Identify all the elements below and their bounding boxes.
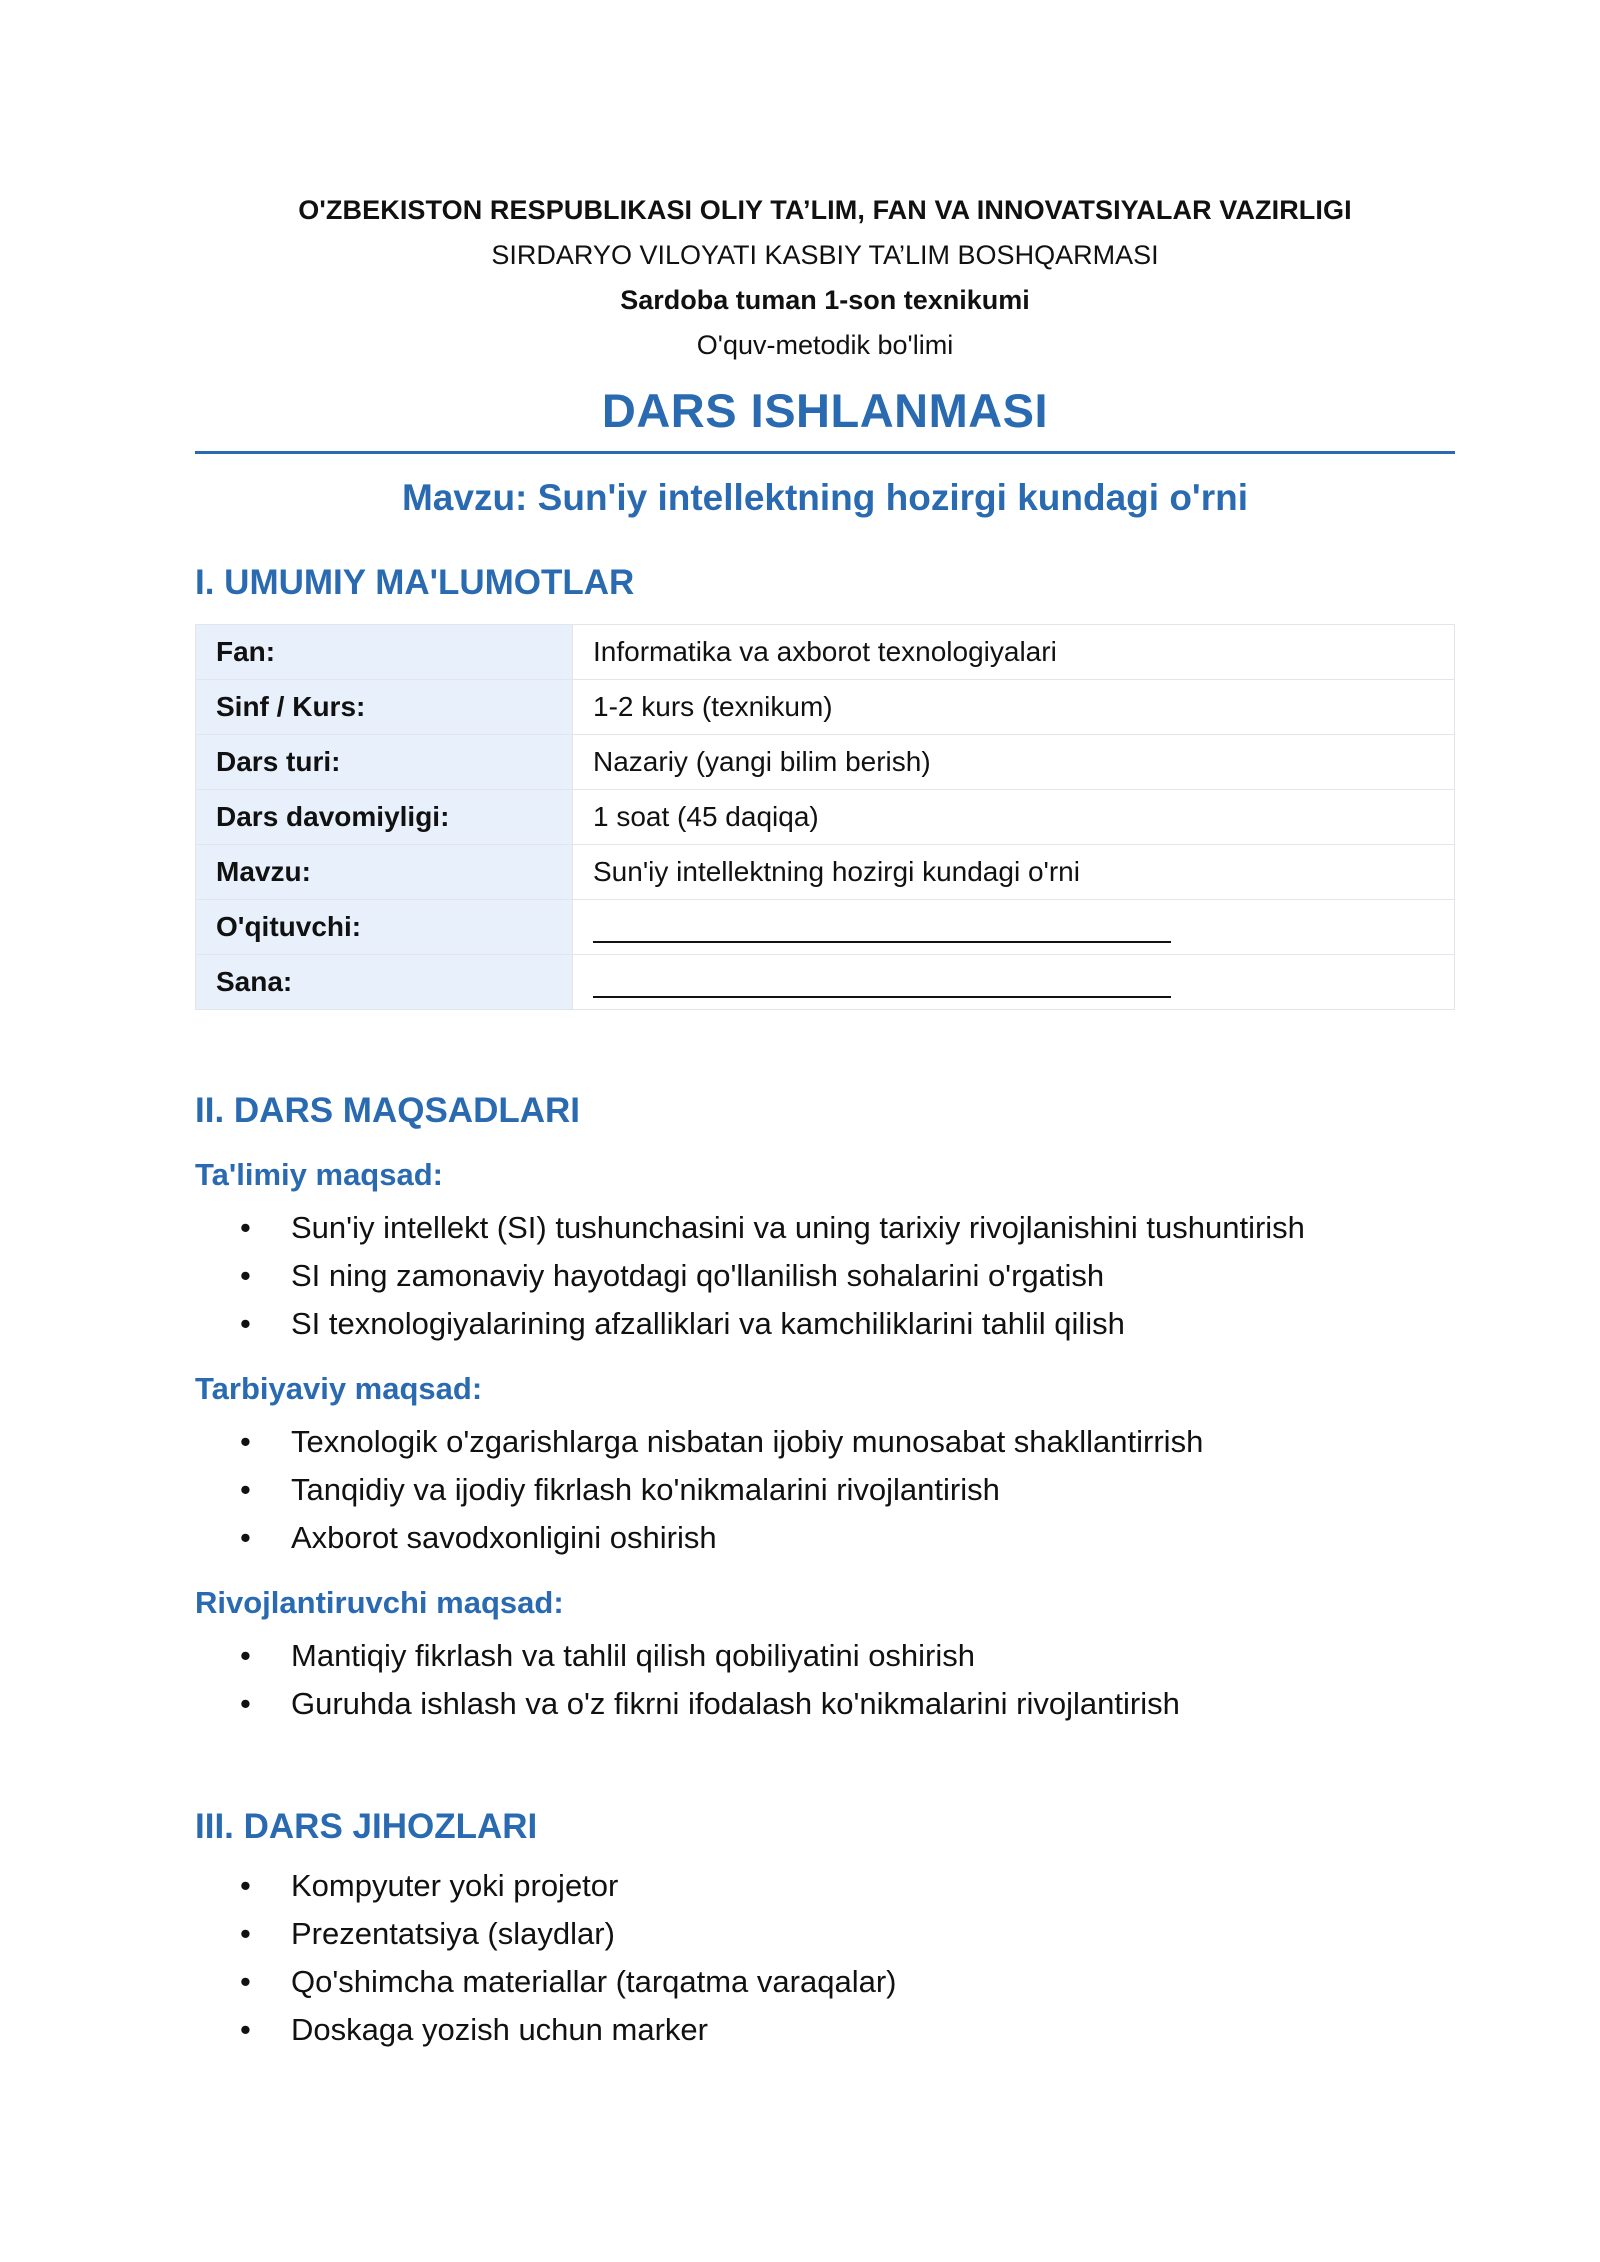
row-label: O'qituvchi: [196,900,573,955]
bullet-icon: • [240,1472,251,1507]
table-row [196,680,1455,735]
list-item-text: SI ning zamonaviy hayotdagi qo'llanilish sohalarini o'rgatish [291,1258,1105,1293]
table-row [196,790,1455,845]
goal-list [195,1204,1455,1348]
list-item [195,1958,1455,2006]
department-name: O'quv-metodik bo'limi [696,330,954,360]
row-label: Mavzu: [196,845,573,900]
document-subtitle: Mavzu: Sun'iy intellektning hozirgi kundagi o'rni [401,477,1248,518]
equipment-list [195,1862,1455,2054]
list-item-text: Mantiqiy fikrlash va tahlil qilish qobiliyatini oshirish [291,1638,976,1673]
list-item [195,1514,1455,1562]
bullet-icon: • [240,1638,251,1673]
institution-name: Sardoba tuman 1-son texnikumi [620,285,1030,315]
blank-line [593,915,1171,943]
list-item-text: Guruhda ishlash va o'z fikrni ifodalash ko'nikmalarini rivojlantirish [291,1686,1180,1721]
goal-list [195,1632,1455,1728]
list-item-text: Texnologik o'zgarishlarga nisbatan ijobiy munosabat shakllantirrish [291,1424,1204,1459]
list-item [195,1252,1455,1300]
list-item-text: Kompyuter yoki projetor [291,1868,619,1903]
row-value: Nazariy (yangi bilim berish) [573,735,1455,790]
list-item-text: Qo'shimcha materiallar (tarqatma varaqalar) [291,1964,897,1999]
table-row [196,845,1455,900]
list-item [195,1910,1455,1958]
bullet-icon: • [240,1258,251,1293]
row-label: Dars davomiyligi: [196,790,573,845]
list-item-text: Doskaga yozish uchun marker [291,2012,708,2047]
section-heading-equipment: III. DARS JIHOZLARI [195,1807,538,1846]
region-office-name: SIRDARYO VILOYATI KASBIY TA’LIM BOSHQARMASI [491,240,1159,270]
list-item [195,1204,1455,1252]
teacher-fill-line [573,900,1455,955]
list-item [195,1862,1455,1910]
list-item [195,1466,1455,1514]
bullet-icon: • [240,1306,251,1341]
list-item [195,2006,1455,2054]
document-header [195,194,1455,361]
table-row [196,955,1455,1010]
goal-group-title: Ta'limiy maqsad: [195,1157,443,1192]
row-value: 1 soat (45 daqiqa) [573,790,1455,845]
row-label: Fan: [196,625,573,680]
bullet-icon: • [240,2012,251,2047]
list-item-text: SI texnologiyalarining afzalliklari va kamchiliklarini tahlil qilish [291,1306,1125,1341]
row-value: 1-2 kurs (texnikum) [573,680,1455,735]
ministry-name: O'ZBEKISTON RESPUBLIKASI OLIY TA’LIM, FAN VA INNOVATSIYALAR VAZIRLIGI [298,195,1352,225]
list-item-text: Axborot savodxonligini oshirish [291,1520,717,1555]
document-page [195,0,1455,2054]
section-heading-goals: II. DARS MAQSADLARI [195,1091,580,1130]
bullet-icon: • [240,1424,251,1459]
table-row [196,735,1455,790]
bullet-icon: • [240,1686,251,1721]
bullet-icon: • [240,1210,251,1245]
document-title: DARS ISHLANMASI [601,384,1049,437]
list-item [195,1418,1455,1466]
general-info-table [195,624,1455,1010]
section-heading-general-info: I. UMUMIY MA'LUMOTLAR [195,563,635,602]
row-label: Sinf / Kurs: [196,680,573,735]
row-value: Informatika va axborot texnologiyalari [573,625,1455,680]
bullet-icon: • [240,1964,251,1999]
goal-list [195,1418,1455,1562]
list-item [195,1680,1455,1728]
list-item-text: Prezentatsiya (slaydlar) [291,1916,615,1951]
list-item [195,1300,1455,1348]
list-item [195,1632,1455,1680]
title-divider [195,451,1455,454]
goal-group-title: Tarbiyaviy maqsad: [195,1371,483,1406]
list-item-text: Tanqidiy va ijodiy fikrlash ko'nikmalarini rivojlantirish [291,1472,1000,1507]
goal-group-title: Rivojlantiruvchi maqsad: [195,1585,564,1620]
bullet-icon: • [240,1916,251,1951]
table-row [196,900,1455,955]
row-label: Sana: [196,955,573,1010]
bullet-icon: • [240,1868,251,1903]
blank-line [593,970,1171,998]
bullet-icon: • [240,1520,251,1555]
list-item-text: Sun'iy intellekt (SI) tushunchasini va uning tarixiy rivojlanishini tushuntirish [291,1210,1305,1245]
row-label: Dars turi: [196,735,573,790]
row-value: Sun'iy intellektning hozirgi kundagi o'rni [573,845,1455,900]
date-fill-line [573,955,1455,1010]
table-row [196,625,1455,680]
